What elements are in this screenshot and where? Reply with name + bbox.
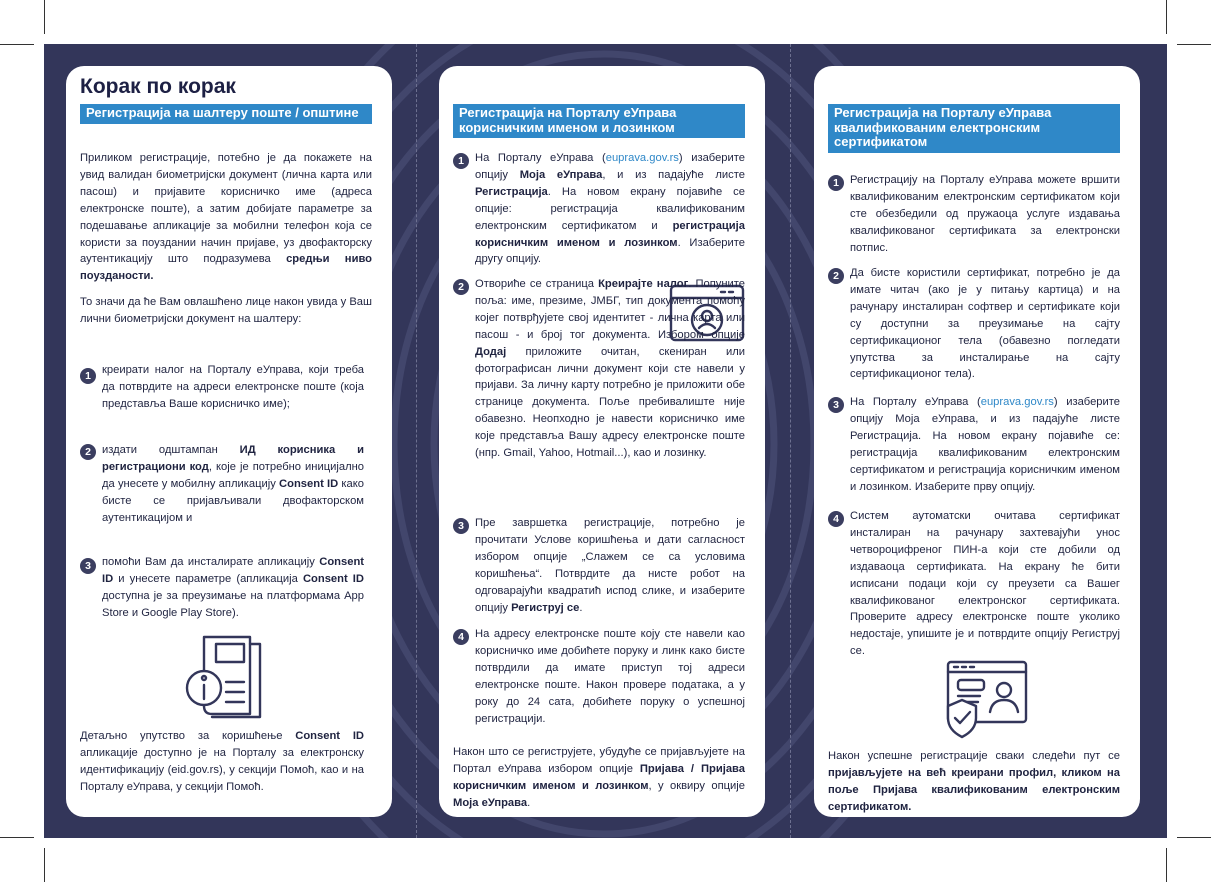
fold-line <box>790 44 791 838</box>
page-title: Корак по корак <box>80 75 236 98</box>
step-number-2: 2 <box>828 268 844 284</box>
step-text-1: креирати налог на Порталу еУправа, који треба да потврдите на адреси електронске поште (која представља Ваше корисничко име); <box>102 364 364 410</box>
step-text-2: Отвориће се страница Креирајте налог. Попуните поља: име, презиме, ЈМБГ, тип документа помоћу којег потврђујете свој идентитет - лична карта или пасош - и број тог документа. Избором опције Додај приложите очитан, скениран или фотографисан лични документ који сте навели у пријави. За личну карту потребно је приложити обе странице документа. Поље пребивалиште није обавезно. Неопходно је навести корисничко име које представља Вашу адресу електронске поште (нпр. Gmail, Yahoo, Hotmail...), као и лозинку. <box>475 278 746 460</box>
footer-text: Након успешне регистрације сваки следећи пут се пријављујете на већ креирани профил, кликом на поље Пријава квалификованим електронским сертификатом. <box>828 750 1120 813</box>
crop-mark <box>0 44 34 45</box>
info-document-icon <box>182 632 272 722</box>
intro-text-2: То значи да ће Вам овлашћено лице након увида у Ваш лични биометријски документ на шалтеру: <box>80 296 372 325</box>
fold-line <box>416 44 417 838</box>
footer-text: Након што се региструјете, убудуће се пријављујете на Портал еУправа избором опције Пријава / Пријава корисничким именом и лозинком, у оквиру опције Моја еУправа. <box>453 746 746 809</box>
crop-mark <box>1166 0 1167 34</box>
step-text-2: издати одштампан ИД корисника и регистрациони код, које је потребно иницијално да унесете у мобилну апликацију Consent ID како бисте се пријављивали двофакторском аутентикацијом и <box>102 444 365 524</box>
step-number-1: 1 <box>80 368 96 384</box>
crop-mark <box>44 848 45 882</box>
step-number-3: 3 <box>453 518 469 534</box>
step-number-2: 2 <box>80 444 96 460</box>
crop-mark <box>1166 848 1167 882</box>
panel-username-registration <box>439 66 765 817</box>
intro-text: Приликом регистрације, потебно је да покажете на увид валидан биометријски документ (лична карта или пасош) и пријавите корисничко име (адреса електронске поште), а затим добијате параметре за подешавање апликације за мобилни телефон која се користи за поуздании начин пријаве, уз двофакторску аутентикацију што подразумева средњи ниво поузданости. <box>80 152 373 283</box>
panel-counter-registration <box>66 66 392 817</box>
step-number-4: 4 <box>828 511 844 527</box>
panel-certificate-registration <box>814 66 1140 817</box>
crop-mark <box>0 837 34 838</box>
crop-mark <box>1177 837 1211 838</box>
crop-mark <box>1177 44 1211 45</box>
step-text-3: помоћи Вам да инсталирате апликацију Consent ID и унесете параметре (апликација Consent ID доступна је за преузимање на платформама App Store и Google Play Store). <box>102 556 364 619</box>
step-text-1: Регистрацију на Порталу еУправа можете вршити квалификованим електронским сертификатом који сте обезбедили од пружаоца услуге издавања квалификованог сертификата за електронски потпис. <box>850 174 1120 254</box>
step-text-3: Пре завршетка регистрације, потребно је прочитати Услове коришћења и дати сагласност избором опције „Слажем се са условима коришћења“. Потврдите да нисте робот на одговарајући квадратић испод слике, и изаберите опцију Региструј се. <box>475 517 745 614</box>
step-text-4: Систем аутоматски очитава сертификат инсталиран на рачунару захтевајући унос четвороцифреног ПИН-а који сте добили од издаваоца сертификата. На екрану ће бити исписани подаци који су преузети са Вашег квалификованог електронског сертификата. Проверите адресу електронске поште уколико недостаје, упишите је и потврдите опцију Региструј се. <box>850 510 1120 658</box>
certificate-shield-icon <box>930 660 1030 740</box>
step-number-2: 2 <box>453 279 469 295</box>
section-header: Регистрација на Порталу еУправа квалификованим електронским сертификатом <box>828 104 1120 153</box>
step-text-4: На адресу електронске поште коју сте навели као корисничко име добићете поруку и линк како бисте потврдили да имате приступ тој адреси електронске поште. Након провере података, а у року до 24 сата, добићете поруку о успешној регистрацији. <box>475 628 745 725</box>
step-text-1: На Порталу еУправа (euprava.gov.rs) изаберите опцију Моја еУправа, и из падајуће листе Регистрација. На новом екрану појавиће се опције: регистрација квалификованим електронским сертификатом и регистрација корисничким именом и лозинком. Изаберите другу опцију. <box>475 152 745 266</box>
step-number-1: 1 <box>828 175 844 191</box>
section-header: Регистрација на шалтеру поште / општине <box>80 104 372 124</box>
step-number-3: 3 <box>828 397 844 413</box>
step-number-3: 3 <box>80 558 96 574</box>
step-number-1: 1 <box>453 153 469 169</box>
crop-mark <box>44 0 45 34</box>
step-text-3: На Порталу еУправа (euprava.gov.rs) изаберите опцију Моја еУправа, и из падајуће листе Регистрација. На новом екрану појавиће се: регистрација квалификованим електронским сертификатом и регистрација корисничким именом и лозинком. Изаберите прву опцију. <box>850 396 1120 493</box>
step-text-2: Да бисте користили сертификат, потребно је да имате читач (ако је у питању картица) и на рачунару инсталиран софтвер и сертификате који су доступни за преузимање на сајту сертификационог тела (обавезно погледати упутства за инсталирање на сајту сертификационог тела). <box>850 267 1120 381</box>
section-header: Регистрација на Порталу еУправа корисничким именом и лозинком <box>453 104 745 138</box>
step-number-4: 4 <box>453 629 469 645</box>
footer-text: Детаљно упутство за коришћење Consent ID апликације доступно је на Порталу за електронску идентификацију (eid.gov.rs), у секцији Помоћ, као и на Порталу еУправа, у секцији Помоћ. <box>80 730 365 793</box>
